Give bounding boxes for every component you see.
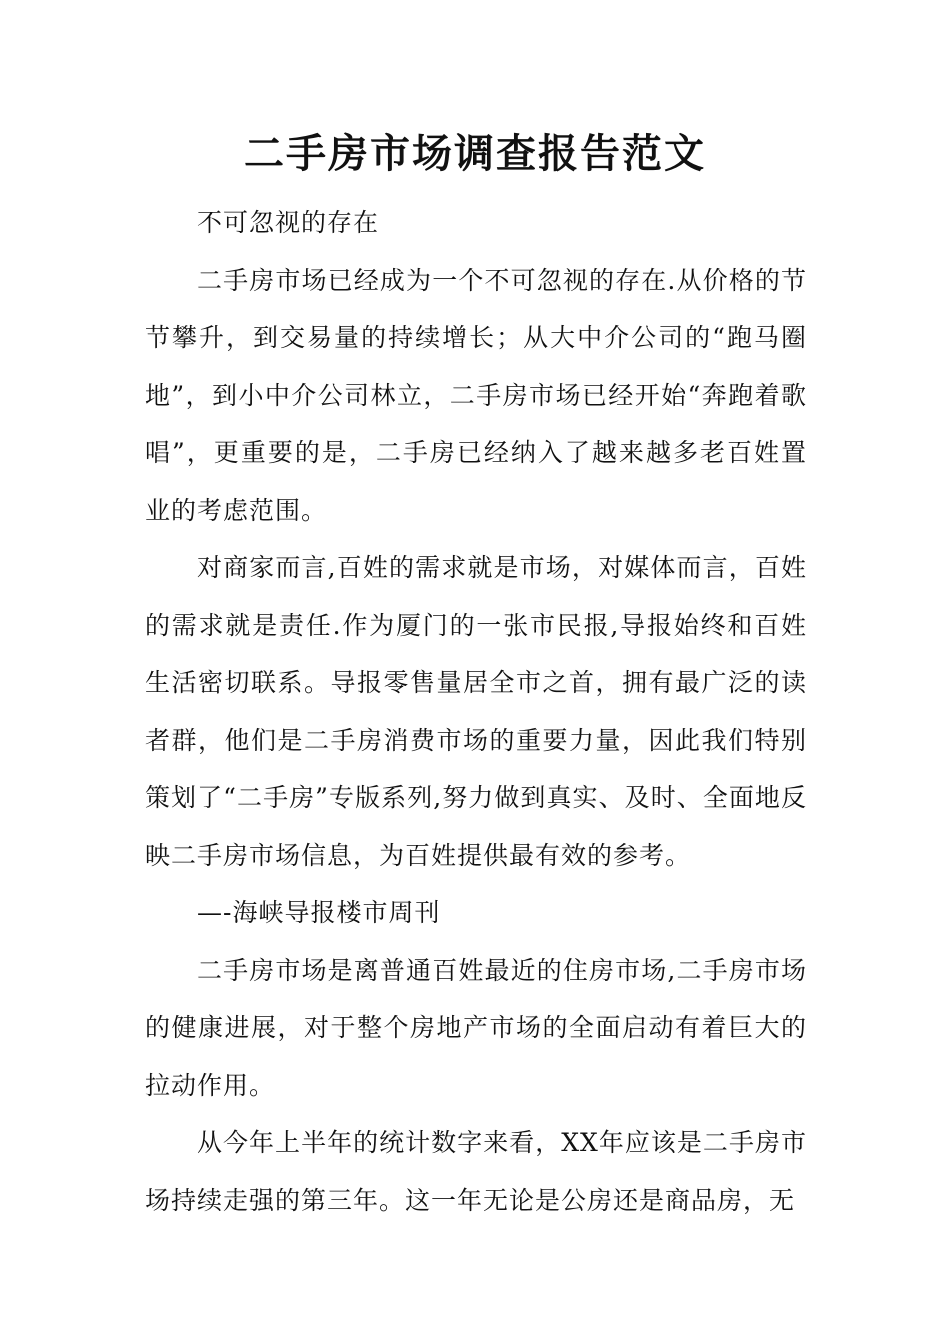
- document-title: 二手房市场调查报告范文: [244, 130, 706, 177]
- document-body: [145, 194, 807, 1229]
- paragraph: 二手房市场是离普通百姓最近的住房市场,二手房市场的健康进展，对于整个房地产市场的全面启动有着巨大的拉动作用。: [145, 955, 807, 1100]
- paragraph: 对商家而言,百姓的需求就是市场，对媒体而言，百姓的需求就是责任.作为厦门的一张市民报,导报始终和百姓生活密切联系。导报零售量居全市之首，拥有最广泛的读者群，他们是二手房消费市场的重要力量，因此我们特别策划了“二手房”专版系列,努力做到真实、及时、全面地反映二手房市场信息，为百姓提供最有效的参考。: [145, 553, 807, 870]
- paragraph-attribution: —-海峡导报楼市周刊: [197, 898, 441, 927]
- paragraph: 从今年上半年的统计数字来看，XX年应该是二手房市场持续走强的第三年。这一年无论是公房还是商品房，无: [145, 1128, 807, 1215]
- paragraph-subtitle: 不可忽视的存在: [197, 208, 380, 237]
- paragraph: 二手房市场已经成为一个不可忽视的存在.从价格的节节攀升，到交易量的持续增长；从大中介公司的“跑马圈地”，到小中介公司林立，二手房市场已经开始“奔跑着歌唱”，更重要的是，二手房已经纳入了越来越多老百姓置业的考虑范围。: [145, 265, 807, 525]
